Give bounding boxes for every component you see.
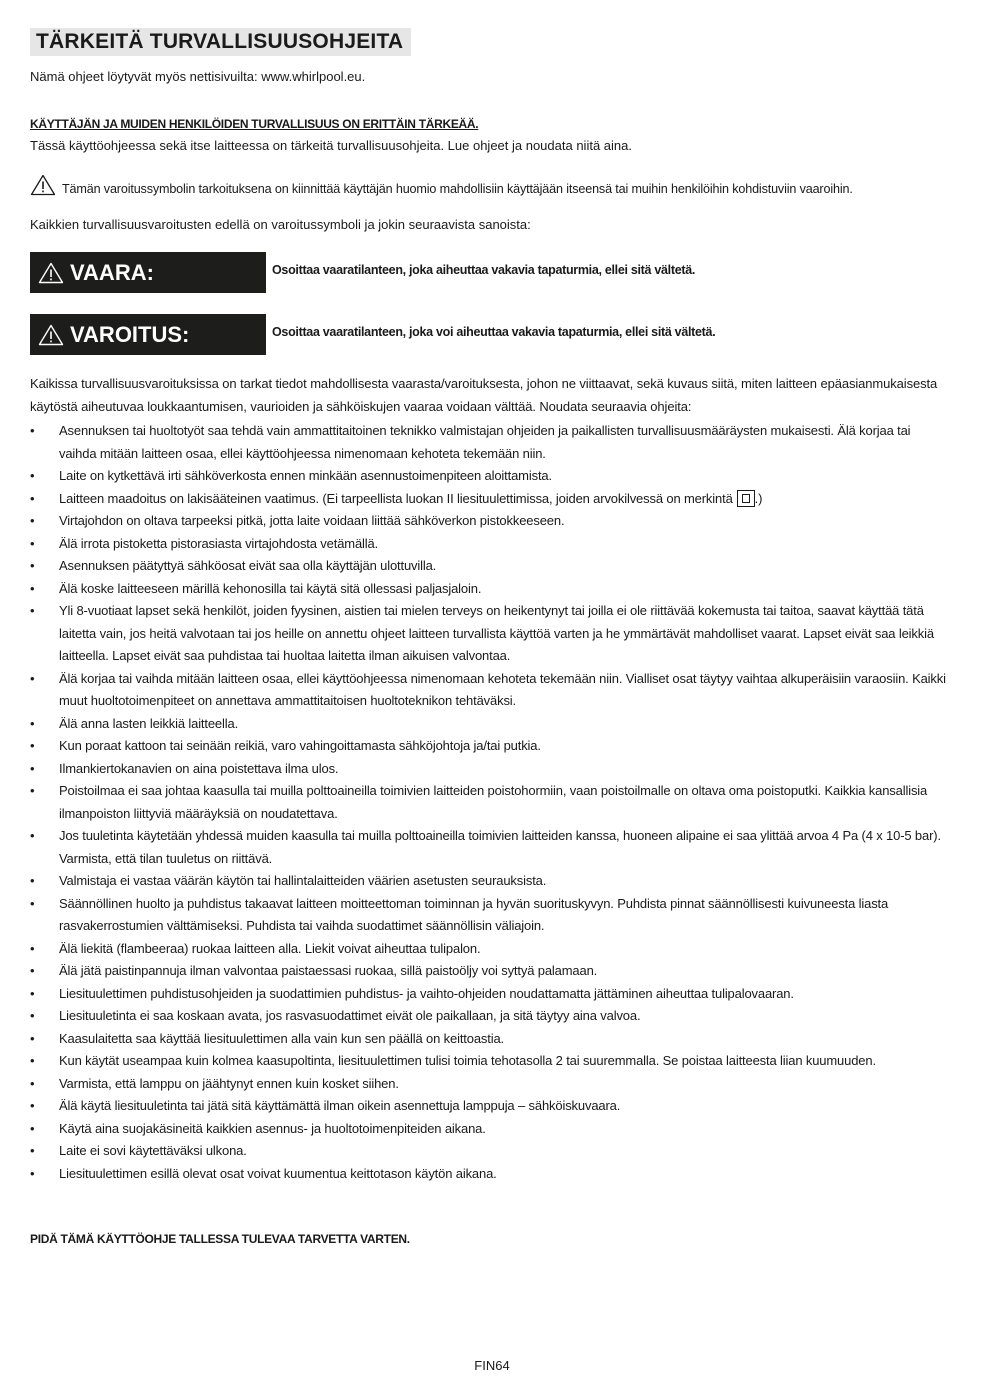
list-item: • Kun käytät useampaa kuin kolmea kaasupoltinta, liesituulettimen tulisi toimia tehotasolla 2 tai suuremmalla. Se poistaa laitteesta liian kuumuuden. [30, 1050, 950, 1073]
danger-label-box [30, 252, 266, 293]
list-item: • Laite on kytkettävä irti sähköverkosta ennen minkään asennustoimenpiteen aloittamista. [30, 465, 950, 488]
warning-symbol-explanation [30, 174, 853, 196]
list-item: • Ilmankiertokanavien on aina poistettava ilma ulos. [30, 758, 950, 781]
list-item: • Älä liekitä (flambeeraa) ruokaa laitteen alla. Liekit voivat aiheuttaa tulipalon. [30, 938, 950, 961]
list-item: • Älä koske laitteeseen märillä kehonosilla tai käytä sitä ollessasi paljasjaloin. [30, 578, 950, 601]
list-item-suffix: .) [754, 490, 763, 506]
list-item: • Älä irrota pistoketta pistorasiasta virtajohdosta vetämällä. [30, 533, 950, 556]
class-ii-symbol-icon [737, 490, 755, 507]
page-title: TÄRKEITÄ TURVALLISUUSOHJEITA [30, 28, 411, 56]
list-item: • Liesituulettimen esillä olevat osat voivat kuumentua keittotason käytön aikana. [30, 1163, 950, 1186]
list-item: • Älä korjaa tai vaihda mitään laitteen osaa, ellei käyttöohjeessa nimenomaan kehoteta tekemään niin. Vialliset osat täytyy vaihtaa alkuperäisiin varaosiin. Kaikki muut huoltotoimenpiteet on annettava ammattitaitoisen huoltoteknikon tehtäväksi. [30, 668, 950, 713]
danger-description: Osoittaa vaaratilanteen, joka aiheuttaa vakavia tapaturmia, ellei sitä vältetä. [272, 263, 696, 277]
warnings-paragraph: Kaikissa turvallisuusvaroituksissa on tarkat tiedot mahdollisesta vaarasta/varoituksesta, johon ne viittaavat, sekä kuvaus siitä, miten laitteen epäasianmukaisesta käytöstä aiheutuvaa loukkaantumisen, vaurioiden ja sähköiskujen vaaraa voidaan välttää. Noudata seuraavia ohjeita: [30, 376, 938, 414]
list-item: • Liesituulettimen puhdistusohjeiden ja suodattimien puhdistus- ja vaihto-ohjeiden noudattamatta jättäminen aiheuttaa tulipalovaaran. [30, 983, 950, 1006]
danger-label: VAARA: [70, 259, 154, 285]
list-item-text: Laitteen maadoitus on lakisääteinen vaatimus. (Ei tarpeellista luokan II liesituulettimissa, joiden arvokilvessä on merkintä [59, 490, 733, 506]
list-item: • Säännöllinen huolto ja puhdistus takaavat laitteen moitteettoman toiminnan ja hyvän suorituskyvyn. Puhdista pinnat säännöllisesti kuivuneesta liasta rasvakerrostumien välttämiseksi. Puhdista tai vaihda suodattimet säännöllisin väliajoin. [30, 893, 950, 938]
list-item: • Älä jätä paistinpannuja ilman valvontaa paistaessasi ruokaa, sillä paistoöljy voi syttyä palamaan. [30, 960, 950, 983]
warning-triangle-icon [30, 174, 56, 196]
warning-triangle-icon [38, 262, 64, 284]
warning-triangle-icon [38, 324, 64, 346]
list-item: • Laite ei sovi käytettäväksi ulkona. [30, 1140, 950, 1163]
warning-description: Osoittaa vaaratilanteen, joka voi aiheuttaa vakavia tapaturmia, ellei sitä vältetä. [272, 325, 716, 339]
list-item: • Älä anna lasten leikkiä laitteella. [30, 713, 950, 736]
list-item: • Yli 8-vuotiaat lapset sekä henkilöt, joiden fyysinen, aistien tai mielen terveys on heikentynyt tai joilla ei ole riittävää kokemusta tai taitoa, saavat käyttää tätä laitetta vain, jos heitä valvotaan tai jos heille on annettu ohjeet laitteen turvallista käyttöä varten ja he ymmärtävät mahdolliset vaarat. Lapset eivät saa leikkiä laitteella. Lapset eivät saa puhdistaa tai huoltaa laitetta ilman aikuisen valvontaa. [30, 600, 950, 668]
list-item: • Virtajohdon on oltava tarpeeksi pitkä, jotta laite voidaan liittää sähköverkon pistokkeeseen. [30, 510, 950, 533]
list-item: • Kun poraat kattoon tai seinään reikiä, varo vahingoittamasta sähköjohtoja ja/tai putkia. [30, 735, 950, 758]
safety-heading: KÄYTTÄJÄN JA MUIDEN HENKILÖIDEN TURVALLISUUS ON ERITTÄIN TÄRKEÄÄ. [30, 117, 479, 131]
warning-label: VAROITUS: [70, 321, 190, 347]
list-item: • Liesituuletinta ei saa koskaan avata, jos rasvasuodattimet eivät ole paikallaan, ja sitä täytyy aina valvoa. [30, 1005, 950, 1028]
list-item: • Jos tuuletinta käytetään yhdessä muiden kaasulla tai muilla polttoaineilla toimivien laitteiden kanssa, huoneen alipaine ei saa ylittää arvoa 4 Pa (4 x 10-5 bar). Varmista, että tilan tuuletus on riittävä. [30, 825, 950, 870]
list-item: • Asennuksen päätyttyä sähköosat eivät saa olla käyttäjän ulottuvilla. [30, 555, 950, 578]
list-item [30, 488, 950, 511]
list-item: • Älä käytä liesituuletinta tai jätä sitä käyttämättä ilman oikein asennettuja lamppuja – sähköiskuvaara. [30, 1095, 950, 1118]
list-item: • Varmista, että lamppu on jäähtynyt ennen kuin kosket siihen. [30, 1073, 950, 1096]
list-item: • Poistoilmaa ei saa johtaa kaasulla tai muilla polttoaineilla toimivien laitteiden poistohormiin, vaan poistoilmalle on oltava oma poistoputki. Kaikkia kansallisia ilmanpoiston liittyviä määräyksiä on noudatettava. [30, 780, 950, 825]
warning-label-box [30, 314, 266, 355]
keep-manual-note: PIDÄ TÄMÄ KÄYTTÖOHJE TALLESSA TULEVAA TARVETTA VARTEN. [30, 1232, 410, 1246]
intro-text: Nämä ohjeet löytyvät myös nettisivuilta: www.whirlpool.eu. [30, 69, 366, 84]
warning-symbol-text: Tämän varoitussymbolin tarkoituksena on kiinnittää käyttäjän huomio mahdollisiin käyttäjään itseensä tai muihin henkilöihin kohdistuviin vaaroihin. [62, 182, 853, 196]
list-item: • Kaasulaitetta saa käyttää liesituulettimen alla vain kun sen päällä on keittoastia. [30, 1028, 950, 1051]
safety-subtext: Tässä käyttöohjeessa sekä itse laitteessa on tärkeitä turvallisuusohjeita. Lue ohjeet ja noudata niitä aina. [30, 138, 632, 153]
list-item: • Käytä aina suojakäsineitä kaikkien asennus- ja huoltotoimenpiteiden aikana. [30, 1118, 950, 1141]
page-number: FIN64 [474, 1358, 510, 1373]
list-item: • Valmistaja ei vastaa väärän käytön tai hallintalaitteiden väärien asetusten seurauksista. [30, 870, 950, 893]
safety-instructions-list [30, 420, 950, 1185]
list-item: • Asennuksen tai huoltotyöt saa tehdä vain ammattitaitoinen teknikko valmistajan ohjeiden ja paikallisten turvallisuusmääräysten mukaisesti. Älä korjaa tai vaihda mitään laitteen osaa, ellei käyttöohjeessa nimenomaan kehoteta tekemään niin. [30, 420, 950, 465]
signal-words-intro: Kaikkien turvallisuusvaroitusten edellä on varoitussymboli ja jokin seuraavista sanoista: [30, 217, 531, 232]
